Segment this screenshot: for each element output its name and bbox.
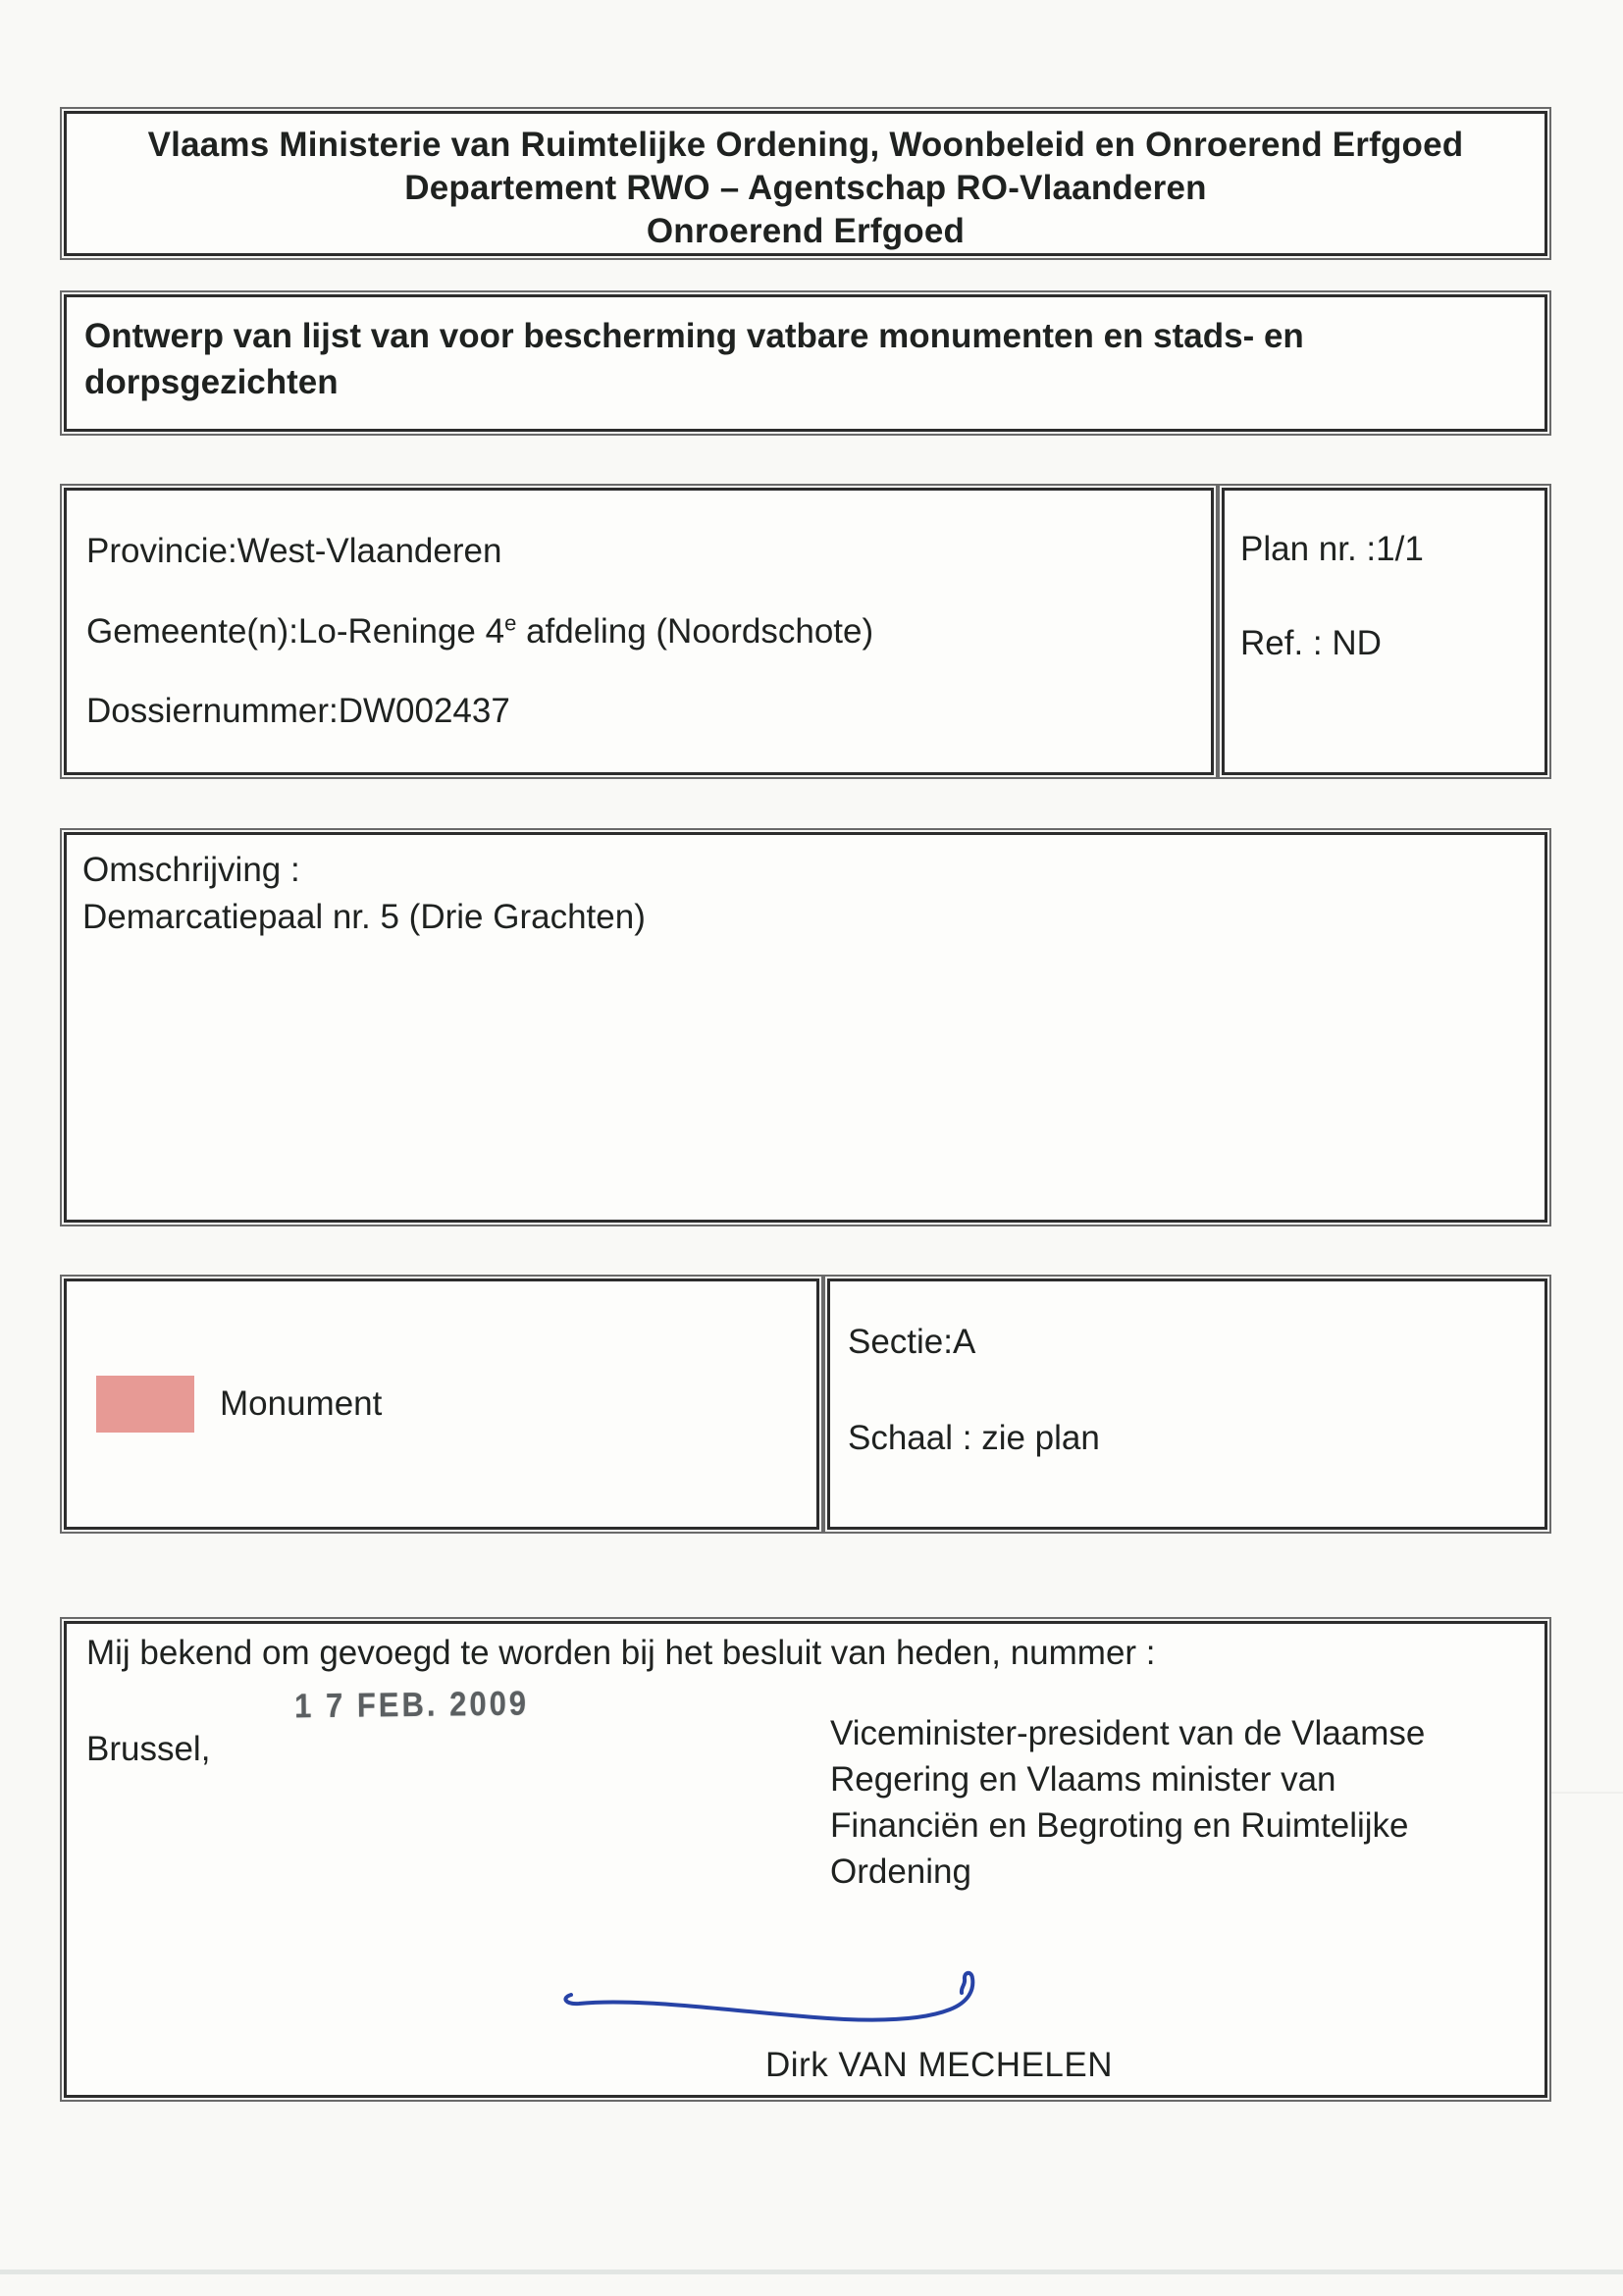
dossiernummer-field: Dossiernummer:DW002437 [86, 692, 510, 731]
scan-edge-line [0, 2270, 1623, 2274]
attestation-box [64, 1621, 1547, 2098]
signature-stroke [565, 1973, 972, 2020]
ministry-name: Vlaams Ministerie van Ruimtelijke Ordening, Woonbeleid en Onroerend Erfgoed [147, 126, 1464, 164]
city-label: Brussel, [86, 1730, 211, 1768]
monument-color-swatch [96, 1376, 194, 1433]
minister-title-line: Regering en Vlaams minister van [830, 1760, 1336, 1799]
ministry-header-box [64, 111, 1547, 256]
minister-title-line: Viceminister-president van de Vlaamse [830, 1714, 1426, 1752]
ordinal-superscript: e [504, 609, 517, 635]
minister-title-line: Financiën en Begroting en Ruimtelijke [830, 1806, 1409, 1845]
signature-ink [555, 1965, 1017, 2028]
description-box [64, 832, 1547, 1223]
omschrijving-value: Demarcatiepaal nr. 5 (Drie Grachten) [82, 898, 646, 936]
location-details-box [64, 488, 1214, 775]
ref-field: Ref. : ND [1240, 624, 1382, 662]
legend-box [64, 1278, 819, 1530]
provincie-field: Provincie:West-Vlaanderen [86, 531, 502, 570]
plan-nr-field: Plan nr. :1/1 [1240, 530, 1424, 568]
date-stamp: 1 7 FEB. 2009 [294, 1684, 530, 1726]
sectie-field: Sectie:A [848, 1323, 976, 1361]
minister-title-line: Ordening [830, 1852, 971, 1891]
omschrijving-label: Omschrijving : [82, 851, 300, 889]
signatory-name: Dirk VAN MECHELEN [765, 2046, 1114, 2084]
monument-label: Monument [220, 1384, 383, 1423]
document-title-box [64, 294, 1547, 432]
section-scale-box [827, 1278, 1547, 1530]
attestation-line: Mij bekend om gevoegd te worden bij het besluit van heden, nummer : [86, 1634, 1156, 1672]
department-name: Departement RWO – Agentschap RO-Vlaanderen [404, 169, 1207, 207]
minister-title-block [830, 1710, 1529, 1895]
agency-name: Onroerend Erfgoed [646, 212, 966, 250]
plan-ref-box [1222, 488, 1547, 775]
schaal-field: Schaal : zie plan [848, 1419, 1100, 1457]
document-title: Ontwerp van lijst van voor bescherming vatbare monumenten en stads- en dorpsgezichten [84, 317, 1304, 401]
gemeente-field: Gemeente(n):Lo-Reninge 4e afdeling (Noordschote) [86, 609, 874, 651]
